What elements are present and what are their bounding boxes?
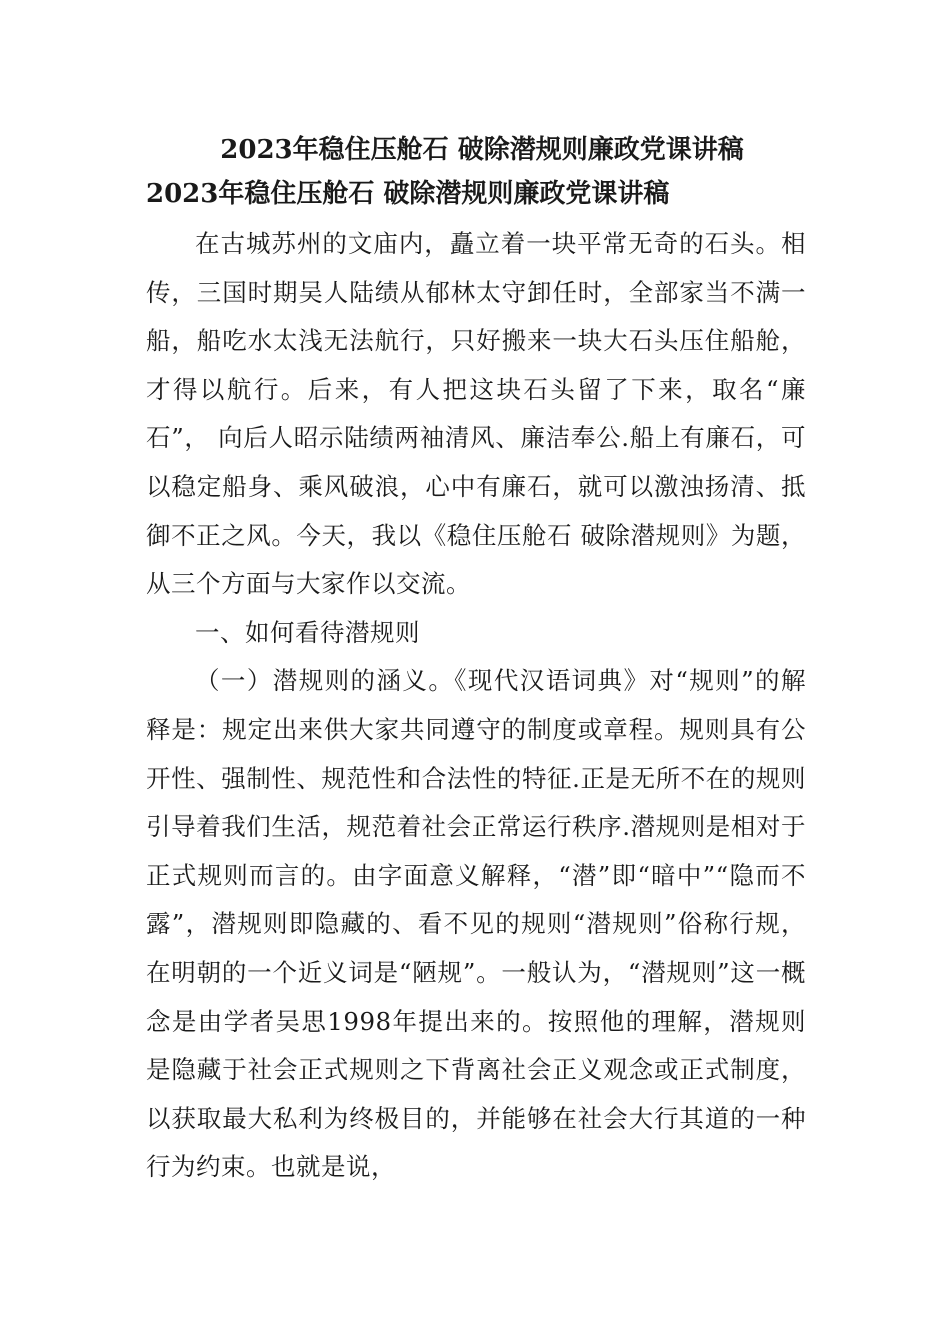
document-page — [146, 128, 806, 1192]
document-title: 2023年稳住压舱石 破除潜规则廉政党课讲稿 — [220, 135, 744, 165]
document-subtitle: 2023年稳住压舱石 破除潜规则廉政党课讲稿 — [146, 179, 670, 209]
section-heading: 一、如何看待潜规则 — [195, 617, 420, 647]
section-paragraph: （一）潜规则的涵义。《现代汉语词典》对“规则”的解释是：规定出来供大家共同遵守的制度或章程。规则具有公开性、强制性、规范性和合法性的特征.正是无所不在的规则引导着我们生活，规范着社会正常运行秩序.潜规则是相对于正式规则而言的。由字面意义解释，“潜”即“暗中”“隐而不露”，潜规则即隐藏的、看不见的规则“潜规则”俗称行规，在明朝的一个近义词是“陋规”。一般认为，“潜规则”这一概念是由学者吴思1998年提出来的。按照他的理解，潜规则是隐藏于社会正式规则之下背离社会正义观念或正式制度，以获取最大私利为终极目的，并能够在社会大行其道的一种行为约束。也就是说， — [146, 666, 806, 1182]
intro-paragraph: 在古城苏州的文庙内，矗立着一块平常无奇的石头。相传，三国时期吴人陆绩从郁林太守卸任时，全部家当不满一船，船吃水太浅无法航行，只好搬来一块大石头压住船舱，才得以航行。后来，有人把这块石头留了下来，取名“廉石”， 向后人昭示陆绩两袖清风、廉洁奉公.船上有廉石，可以稳定船身、乘风破浪，心中有廉石，就可以激浊扬清、抵御不正之风。今天，我以《稳住压舱石 破除潜规则》为题，从三个方面与大家作以交流。 — [146, 229, 806, 599]
